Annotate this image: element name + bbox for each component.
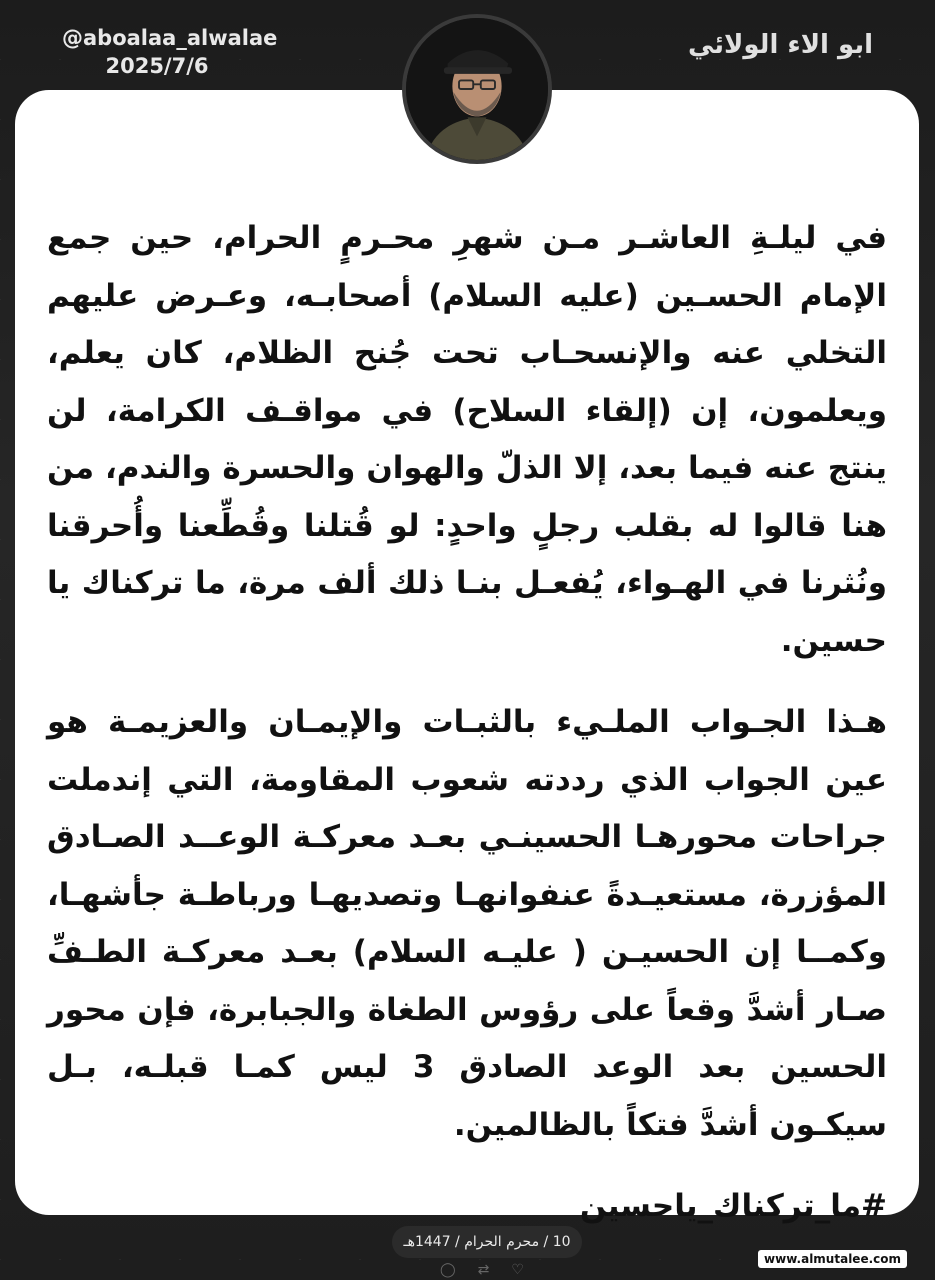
post-hashtag[interactable]: #ما_تركناك_ياحسين: [579, 1188, 887, 1224]
repost-icon[interactable]: ⇄: [477, 1262, 490, 1278]
author-handle-block: [62, 26, 278, 78]
post-card: [15, 90, 919, 1224]
author-handle[interactable]: @aboalaa_alwalae: [62, 26, 278, 50]
comment-icon[interactable]: ◯: [440, 1262, 456, 1278]
post-body: [47, 210, 887, 1236]
hijri-date-pill: 10 / محرم الحرام / 1447هـ: [392, 1226, 582, 1258]
avatar-portrait-icon: [406, 18, 548, 160]
website-watermark: www.almutalee.com: [758, 1250, 907, 1268]
author-name[interactable]: ابو الاء الولائي: [687, 30, 873, 60]
post-paragraph-2: هـذا الجـواب الملـيء بالثبـات والإيمـان والعزيمـة هو عين الجواب الذي رددته شعوب المقاومة، التي إندملت جراحات محورهـا الحسينـي بعـد معركـة الوعــد الصـادق المؤزرة، مستعيـدةً عنفوانهـا وتصديهـا ورباطـة جأشهـا، وكمــا إن الحسيـن ( عليـه السلام) بعـد معركـة الطـفِّ صـار أشدَّ وقعاً على رؤوس الطغاة والجبابرة، فإن محور الحسين بعد الوعد الصادق 3 ليس كمـا قبلـه، بـل سيكـون أشدَّ فتكاً بالظالمين.: [47, 704, 887, 1143]
post-paragraph-1: في ليلـةِ العاشـر مـن شهرِ محـرمٍ الحرام، حين جمع الإمام الحسـين (عليه السلام) أصحابـه، وعـرض عليهم التخلي عنه والإنسحـاب تحت جُنح الظلام، كان يعلم، ويعلمون، إن (إلقاء السلاح) في مواقـف الكرامة، لن ينتج عنه فيما بعد، إلا الذلّ والهوان والحسرة والندم، من هنا قالوا له بقلب رجلٍ واحدٍ: لو قُتلنا وقُطِّعنا وأُحرقنا ونُثرنا في الهـواء، يُفعـل بنـا ذلك ألف مرة، ما تركناك يا حسين.: [47, 220, 887, 659]
author-avatar[interactable]: [402, 14, 552, 164]
like-icon[interactable]: ♡: [511, 1262, 524, 1278]
post-actions: [440, 1262, 524, 1278]
post-date: 2025/7/6: [105, 54, 209, 78]
